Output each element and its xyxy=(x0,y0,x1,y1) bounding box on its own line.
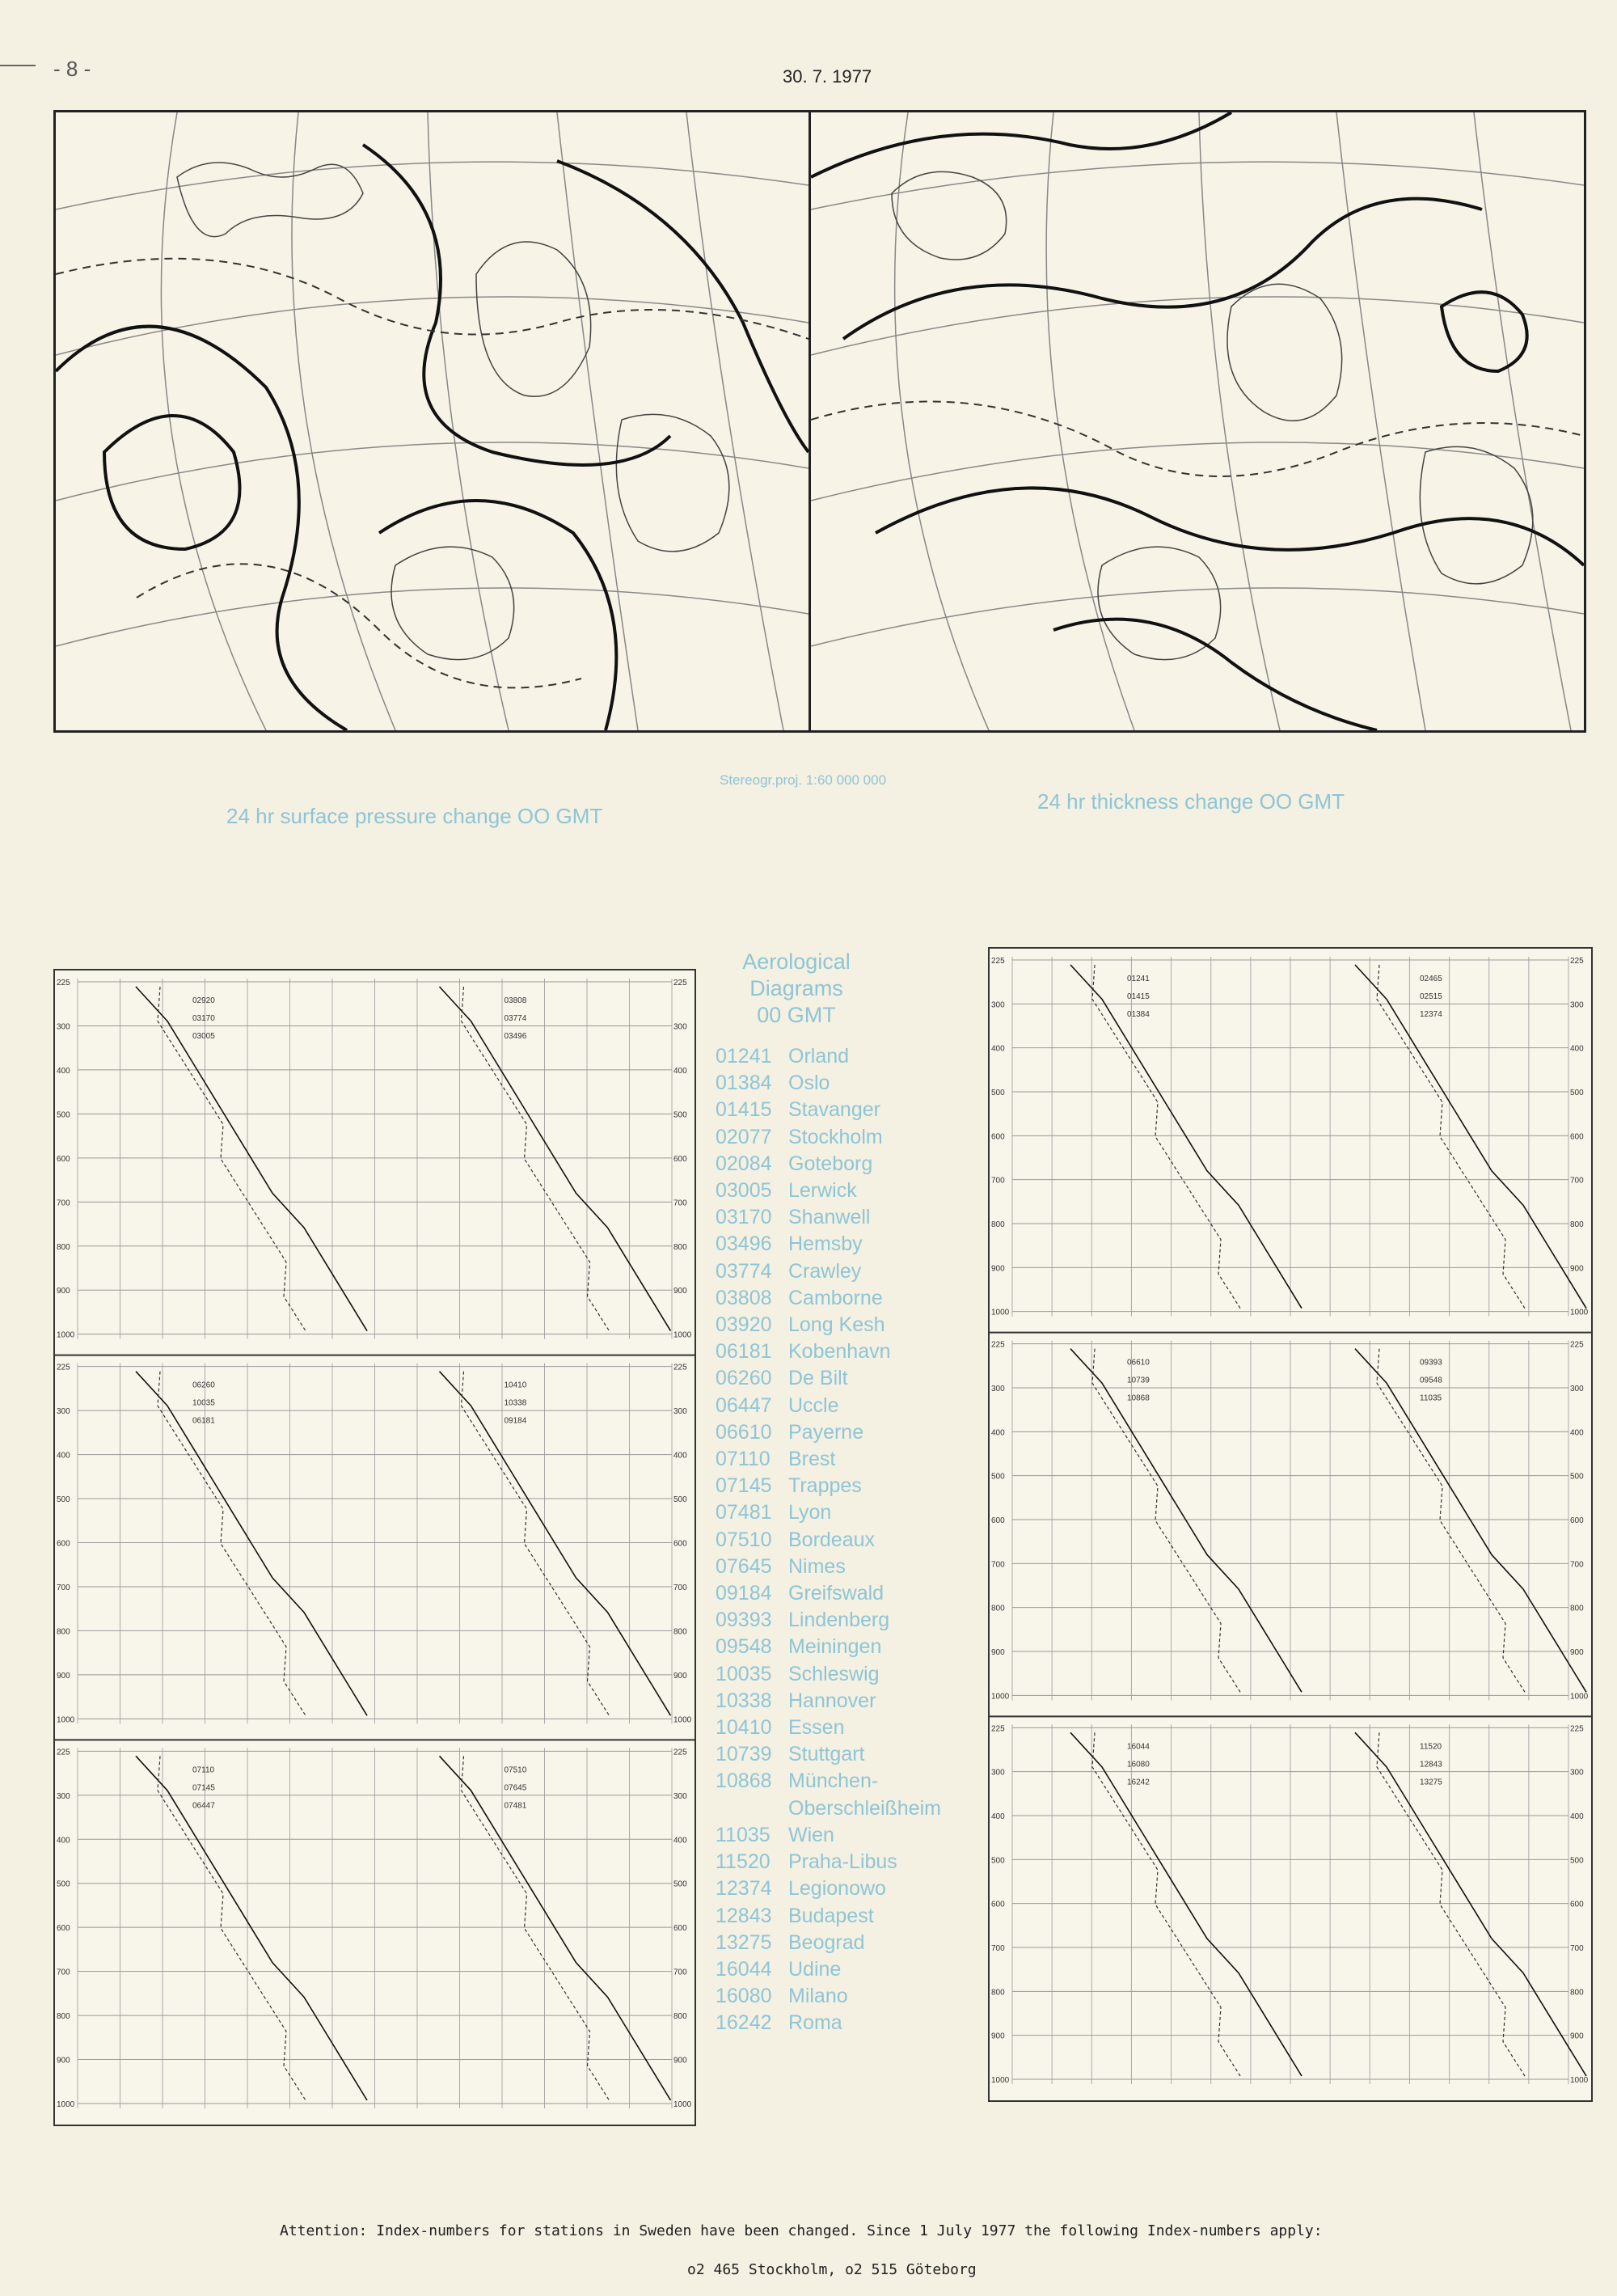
station-code: 07645 xyxy=(716,1554,772,1578)
station-legend-item xyxy=(716,1875,990,1902)
pressure-level-label: 1000 xyxy=(1570,1692,1589,1702)
pressure-level-label: 225 xyxy=(1570,957,1584,966)
pressure-level-label: 300 xyxy=(1570,1000,1584,1010)
station-list xyxy=(716,1043,990,2037)
station-legend-item xyxy=(716,1499,990,1526)
station-name: Camborne xyxy=(788,1286,883,1309)
station-legend-item xyxy=(716,1338,990,1365)
station-code: 10338 xyxy=(716,1689,772,1712)
pressure-level-label: 800 xyxy=(991,1604,1005,1613)
pressure-level-label: 900 xyxy=(673,1287,687,1296)
pressure-level-label: 400 xyxy=(57,1066,70,1076)
pressure-level-label: 1000 xyxy=(57,1715,75,1725)
pressure-level-label: 900 xyxy=(1570,2032,1584,2041)
pressure-level-label: 800 xyxy=(57,1242,70,1252)
pressure-level-label: 900 xyxy=(1570,1264,1584,1274)
pressure-level-label: 225 xyxy=(57,1748,70,1757)
pressure-level-label: 900 xyxy=(991,1264,1005,1274)
station-legend-item xyxy=(716,2010,990,2036)
pressure-level-label: 500 xyxy=(1570,1089,1584,1097)
pressure-level-label: 500 xyxy=(673,1495,687,1505)
station-name: Schleswig xyxy=(788,1662,880,1685)
station-code-tag: 13275 xyxy=(1420,1778,1442,1787)
station-legend-item xyxy=(716,1204,990,1231)
pressure-level-label: 225 xyxy=(673,1748,687,1757)
station-code-tag: 09184 xyxy=(504,1416,527,1426)
pressure-level-label: 800 xyxy=(673,1242,687,1252)
pressure-level-label: 400 xyxy=(1570,1812,1584,1821)
station-code-tag: 09393 xyxy=(1420,1358,1442,1368)
station-code-tag: 02920 xyxy=(192,996,215,1005)
page-rule xyxy=(0,65,36,66)
left-sub-diagram xyxy=(57,979,692,1340)
station-code: 03005 xyxy=(716,1179,772,1203)
pressure-level-label: 700 xyxy=(673,1583,687,1592)
station-legend-item xyxy=(716,1419,990,1446)
station-name: Lindenberg xyxy=(788,1609,890,1632)
station-code: 06610 xyxy=(716,1420,772,1444)
right-diagram-grid xyxy=(990,949,1591,2100)
pressure-level-label: 1000 xyxy=(991,1308,1010,1317)
station-code-tag: 02515 xyxy=(1420,992,1442,1001)
pressure-level-label: 225 xyxy=(991,957,1005,966)
station-code-tag: 10739 xyxy=(1127,1376,1150,1385)
station-name: Oslo xyxy=(788,1072,830,1095)
pressure-level-label: 900 xyxy=(1570,1648,1584,1657)
pressure-level-label: 600 xyxy=(673,1924,687,1934)
right-sub-diagram xyxy=(991,957,1589,1317)
station-legend-item xyxy=(716,1903,990,1930)
station-legend-item xyxy=(716,1527,990,1554)
pressure-level-label: 800 xyxy=(1570,1220,1584,1229)
station-code: 10868 xyxy=(716,1770,772,1793)
station-name: Wien xyxy=(788,1823,834,1846)
station-legend-item xyxy=(716,1768,990,1795)
station-legend-item xyxy=(716,1741,990,1768)
pressure-level-label: 225 xyxy=(57,979,70,987)
station-code: 09393 xyxy=(716,1609,772,1632)
station-legend-item xyxy=(716,1607,990,1634)
station-legend-item xyxy=(716,1795,990,1822)
station-code-tag: 06260 xyxy=(192,1381,215,1390)
pressure-level-label: 225 xyxy=(991,1724,1005,1734)
station-name: Roma xyxy=(788,2011,842,2035)
station-name: Trappes xyxy=(788,1474,862,1498)
station-code-tag: 06610 xyxy=(1127,1358,1150,1368)
station-code: 11035 xyxy=(716,1823,771,1846)
station-name: Stockholm xyxy=(788,1125,883,1148)
station-legend-item xyxy=(716,1554,990,1580)
pressure-level-label: 225 xyxy=(57,1363,70,1372)
pressure-level-label: 500 xyxy=(57,1110,70,1120)
station-code: 07145 xyxy=(716,1474,772,1498)
pressure-level-label: 700 xyxy=(991,1176,1005,1186)
pressure-level-label: 800 xyxy=(1570,1604,1584,1613)
station-code: 11520 xyxy=(716,1850,771,1874)
pressure-level-label: 700 xyxy=(991,1944,1005,1953)
station-code-tag: 03774 xyxy=(504,1014,527,1023)
station-legend-item xyxy=(716,1393,990,1419)
station-code-tag: 03496 xyxy=(504,1032,527,1041)
station-code: 16080 xyxy=(716,1985,772,2008)
pressure-level-label: 900 xyxy=(673,1671,687,1681)
station-code: 12374 xyxy=(716,1877,772,1901)
pressure-level-label: 600 xyxy=(57,1539,70,1549)
pressure-level-label: 300 xyxy=(57,1791,70,1801)
pressure-level-label: 900 xyxy=(991,2032,1005,2041)
pressure-level-label: 1000 xyxy=(991,2076,1010,2085)
index-numbers-note: o2 465 Stockholm, o2 515 Göteborg xyxy=(687,2261,977,2278)
page-date: 30. 7. 1977 xyxy=(783,66,872,87)
surface-pressure-change-map xyxy=(56,112,808,730)
attention-note: Attention: Index-numbers for stations in Sweden have been changed. Since 1 July 1977 the following Index-numbers apply: xyxy=(280,2222,1323,2239)
station-code: 10035 xyxy=(716,1662,772,1685)
projection-caption: Stereogr.proj. 1:60 000 000 xyxy=(720,772,887,788)
pressure-level-label: 700 xyxy=(1570,1560,1584,1570)
station-name: Bordeaux xyxy=(788,1528,876,1551)
legend-title-line1: Aerological xyxy=(742,949,851,974)
station-code-tag: 12843 xyxy=(1420,1760,1442,1770)
station-name: Beograd xyxy=(788,1930,865,1954)
station-code: 10410 xyxy=(716,1716,772,1740)
weather-maps-frame xyxy=(53,110,1586,733)
station-legend-item xyxy=(716,1473,990,1499)
pressure-level-label: 300 xyxy=(57,1407,70,1417)
pressure-level-label: 1000 xyxy=(673,1715,692,1725)
pressure-level-label: 300 xyxy=(673,1022,687,1032)
station-legend-item xyxy=(716,1124,990,1151)
station-code-tag: 12374 xyxy=(1420,1010,1442,1019)
pressure-level-label: 300 xyxy=(991,1000,1005,1010)
pressure-level-label: 300 xyxy=(673,1791,687,1801)
station-code-tag: 02465 xyxy=(1420,975,1442,983)
pressure-level-label: 800 xyxy=(991,1988,1005,1998)
station-name: Shanwell xyxy=(788,1206,871,1229)
legend-title-line3: 00 GMT xyxy=(757,1003,836,1027)
station-code-tag: 06447 xyxy=(192,1801,215,1811)
pressure-level-label: 400 xyxy=(991,1044,1005,1054)
station-code-tag: 01241 xyxy=(1127,975,1150,983)
station-code-tag: 11035 xyxy=(1420,1393,1442,1403)
station-name: Lerwick xyxy=(788,1179,857,1203)
station-legend-item xyxy=(716,1661,990,1688)
station-legend-item xyxy=(716,1285,990,1312)
pressure-level-label: 400 xyxy=(1570,1044,1584,1054)
pressure-level-label: 800 xyxy=(673,2012,687,2022)
station-name: Essen xyxy=(788,1716,845,1740)
pressure-level-label: 500 xyxy=(991,1089,1005,1097)
station-name: Hemsby xyxy=(788,1233,863,1256)
pressure-level-label: 400 xyxy=(673,1451,687,1461)
station-name: Nimes xyxy=(788,1554,846,1578)
pressure-level-label: 400 xyxy=(673,1066,687,1076)
pressure-level-label: 225 xyxy=(1570,1724,1584,1734)
station-name: Orland xyxy=(788,1045,850,1068)
station-code: 02077 xyxy=(716,1125,772,1148)
station-legend-item xyxy=(716,1365,990,1392)
station-code-tag: 03808 xyxy=(504,996,527,1005)
station-name: Udine xyxy=(788,1957,842,1981)
station-code-tag: 07145 xyxy=(192,1783,215,1793)
pressure-level-label: 300 xyxy=(1570,1768,1584,1778)
pressure-level-label: 500 xyxy=(1570,1472,1584,1482)
pressure-level-label: 600 xyxy=(673,1539,687,1549)
station-code: 13275 xyxy=(716,1930,772,1954)
station-code-tag: 10868 xyxy=(1127,1393,1150,1403)
station-code: 07110 xyxy=(716,1448,771,1471)
pressure-level-label: 600 xyxy=(991,1132,1005,1142)
station-name: De Bilt xyxy=(788,1367,848,1390)
station-code: 07481 xyxy=(716,1501,772,1524)
pressure-level-label: 400 xyxy=(991,1428,1005,1438)
pressure-level-label: 600 xyxy=(991,1900,1005,1909)
station-code-tag: 11520 xyxy=(1420,1742,1442,1752)
station-code: 01241 xyxy=(716,1045,772,1068)
station-code-tag: 10410 xyxy=(504,1381,527,1390)
station-code-tag: 07510 xyxy=(504,1765,527,1775)
pressure-level-label: 600 xyxy=(57,1154,70,1164)
station-name: Oberschleißheim xyxy=(788,1796,941,1820)
pressure-level-label: 500 xyxy=(673,1110,687,1120)
station-name: Stuttgart xyxy=(788,1743,865,1766)
pressure-level-label: 400 xyxy=(1570,1428,1584,1438)
pressure-level-label: 1000 xyxy=(57,2100,75,2109)
station-name: Stavanger xyxy=(788,1098,880,1122)
pressure-level-label: 400 xyxy=(991,1812,1005,1821)
station-legend-item xyxy=(716,1043,990,1070)
station-legend-item xyxy=(716,1178,990,1204)
pressure-level-label: 300 xyxy=(991,1385,1005,1393)
pressure-level-label: 700 xyxy=(57,1583,70,1592)
station-name: Long Kesh xyxy=(788,1313,885,1337)
station-legend-item xyxy=(716,1688,990,1715)
pressure-level-label: 700 xyxy=(673,1968,687,1977)
aerological-diagram-panel-right xyxy=(988,947,1593,2102)
pressure-level-label: 900 xyxy=(673,2056,687,2066)
station-legend-item xyxy=(716,1849,990,1875)
pressure-level-label: 800 xyxy=(991,1220,1005,1229)
station-legend-item xyxy=(716,1258,990,1285)
pressure-level-label: 225 xyxy=(673,1363,687,1372)
station-code-tag: 16044 xyxy=(1127,1742,1150,1752)
pressure-level-label: 1000 xyxy=(991,1692,1010,1702)
station-code: 01384 xyxy=(716,1072,772,1095)
left-diagram-grid xyxy=(55,970,695,2125)
station-code: 09184 xyxy=(716,1582,772,1605)
station-legend-item xyxy=(716,1151,990,1178)
pressure-level-label: 700 xyxy=(1570,1176,1584,1186)
pressure-level-label: 400 xyxy=(673,1836,687,1846)
pressure-level-label: 225 xyxy=(673,979,687,987)
pressure-level-label: 600 xyxy=(1570,1516,1584,1525)
pressure-level-label: 225 xyxy=(1570,1340,1584,1350)
station-code: 12843 xyxy=(716,1904,772,1927)
station-name: Milano xyxy=(788,1985,848,2008)
station-name: Praha-Libus xyxy=(788,1850,897,1874)
station-legend-item xyxy=(716,1983,990,2010)
station-code: 06260 xyxy=(716,1367,772,1390)
pressure-level-label: 1000 xyxy=(673,1330,692,1340)
station-legend-item xyxy=(716,1930,990,1956)
station-code: 03496 xyxy=(716,1233,772,1256)
pressure-level-label: 1000 xyxy=(57,1330,75,1340)
pressure-level-label: 800 xyxy=(673,1627,687,1637)
station-code-tag: 16080 xyxy=(1127,1760,1150,1770)
station-code: 03774 xyxy=(716,1259,772,1283)
station-legend-item xyxy=(716,1070,990,1097)
pressure-level-label: 1000 xyxy=(673,2100,692,2109)
pressure-level-label: 1000 xyxy=(1570,1308,1589,1317)
pressure-level-label: 225 xyxy=(991,1340,1005,1350)
pressure-level-label: 1000 xyxy=(1570,2076,1589,2085)
station-name: Greifswald xyxy=(788,1582,884,1605)
pressure-level-label: 800 xyxy=(57,2012,70,2022)
page-number: - 8 - xyxy=(53,57,91,81)
station-name: Meiningen xyxy=(788,1635,882,1659)
station-name: München- xyxy=(788,1770,879,1793)
station-name: Kobenhavn xyxy=(788,1340,891,1364)
legend-title xyxy=(716,949,877,1029)
right-sub-diagram xyxy=(990,1716,1591,2085)
station-code: 16044 xyxy=(716,1957,772,1981)
station-name: Uccle xyxy=(788,1393,839,1417)
pressure-level-label: 400 xyxy=(57,1836,70,1846)
station-legend xyxy=(716,949,990,2037)
station-name: Legionowo xyxy=(788,1877,886,1901)
pressure-level-label: 600 xyxy=(673,1154,687,1164)
pressure-level-label: 900 xyxy=(57,1671,70,1681)
pressure-level-label: 800 xyxy=(1570,1988,1584,1998)
pressure-level-label: 700 xyxy=(1570,1944,1584,1953)
station-code: 06447 xyxy=(716,1393,772,1417)
station-code-tag: 09548 xyxy=(1420,1376,1442,1385)
pressure-level-label: 300 xyxy=(673,1407,687,1417)
thickness-caption: 24 hr thickness change OO GMT xyxy=(1037,789,1345,814)
station-code: 03920 xyxy=(716,1313,772,1337)
pressure-level-label: 300 xyxy=(991,1768,1005,1778)
pressure-level-label: 300 xyxy=(57,1022,70,1032)
pressure-level-label: 700 xyxy=(991,1560,1005,1570)
station-name: Payerne xyxy=(788,1420,864,1444)
pressure-level-label: 800 xyxy=(57,1627,70,1637)
pressure-level-label: 600 xyxy=(1570,1900,1584,1909)
station-code-tag: 01384 xyxy=(1127,1010,1150,1019)
station-name: Budapest xyxy=(788,1904,874,1927)
station-code-tag: 07645 xyxy=(504,1783,527,1793)
station-name: Goteborg xyxy=(788,1152,873,1175)
station-name: Crawley xyxy=(788,1259,862,1283)
pressure-level-label: 600 xyxy=(1570,1132,1584,1142)
thickness-change-map xyxy=(811,112,1584,730)
station-legend-item xyxy=(716,1446,990,1473)
station-code-tag: 07110 xyxy=(192,1765,215,1775)
station-code-tag: 03005 xyxy=(192,1032,215,1041)
station-legend-item xyxy=(716,1097,990,1123)
station-code: 16242 xyxy=(716,2011,772,2035)
station-legend-item xyxy=(716,1715,990,1741)
station-legend-item xyxy=(716,1580,990,1607)
station-legend-item xyxy=(716,1956,990,1983)
left-sub-diagram xyxy=(55,1740,695,2109)
station-code: 09548 xyxy=(716,1635,772,1659)
station-code-tag: 16242 xyxy=(1127,1778,1150,1787)
surface-pressure-caption: 24 hr surface pressure change OO GMT xyxy=(226,804,603,828)
station-legend-item xyxy=(716,1634,990,1660)
station-code: 03808 xyxy=(716,1286,772,1309)
pressure-level-label: 900 xyxy=(991,1648,1005,1657)
pressure-level-label: 500 xyxy=(57,1495,70,1505)
station-code-tag: 07481 xyxy=(504,1801,527,1811)
pressure-level-label: 500 xyxy=(1570,1856,1584,1866)
station-legend-item xyxy=(716,1312,990,1338)
station-code-tag: 03170 xyxy=(192,1014,215,1023)
pressure-level-label: 600 xyxy=(991,1516,1005,1525)
pressure-level-label: 700 xyxy=(57,1199,70,1208)
left-sub-diagram xyxy=(55,1355,695,1725)
station-code: 01415 xyxy=(716,1098,772,1122)
station-code-tag: 01415 xyxy=(1127,992,1150,1001)
station-name: Lyon xyxy=(788,1501,832,1524)
station-code: 06181 xyxy=(716,1340,772,1364)
station-code: 03170 xyxy=(716,1206,772,1229)
station-code-tag: 06181 xyxy=(192,1416,215,1426)
pressure-level-label: 500 xyxy=(991,1856,1005,1866)
station-code-tag: 10338 xyxy=(504,1398,527,1408)
legend-title-line2: Diagrams xyxy=(749,976,843,1000)
pressure-level-label: 600 xyxy=(57,1924,70,1934)
station-code: 02084 xyxy=(716,1152,772,1175)
station-name: Hannover xyxy=(788,1689,876,1712)
station-legend-item xyxy=(716,1231,990,1258)
pressure-level-label: 300 xyxy=(1570,1385,1584,1393)
pressure-level-label: 700 xyxy=(673,1199,687,1208)
station-code-tag: 10035 xyxy=(192,1398,215,1408)
pressure-level-label: 900 xyxy=(57,1287,70,1296)
station-legend-item xyxy=(716,1822,990,1849)
station-code: 10739 xyxy=(716,1743,772,1766)
pressure-level-label: 900 xyxy=(57,2056,70,2066)
station-name: Brest xyxy=(788,1448,836,1471)
pressure-level-label: 400 xyxy=(57,1451,70,1461)
right-sub-diagram xyxy=(990,1333,1591,1702)
pressure-level-label: 700 xyxy=(57,1968,70,1977)
aerological-diagram-panel-left xyxy=(53,969,696,2126)
station-code: 07510 xyxy=(716,1528,772,1551)
pressure-level-label: 500 xyxy=(673,1880,687,1889)
pressure-level-label: 500 xyxy=(991,1472,1005,1482)
pressure-level-label: 500 xyxy=(57,1880,70,1889)
